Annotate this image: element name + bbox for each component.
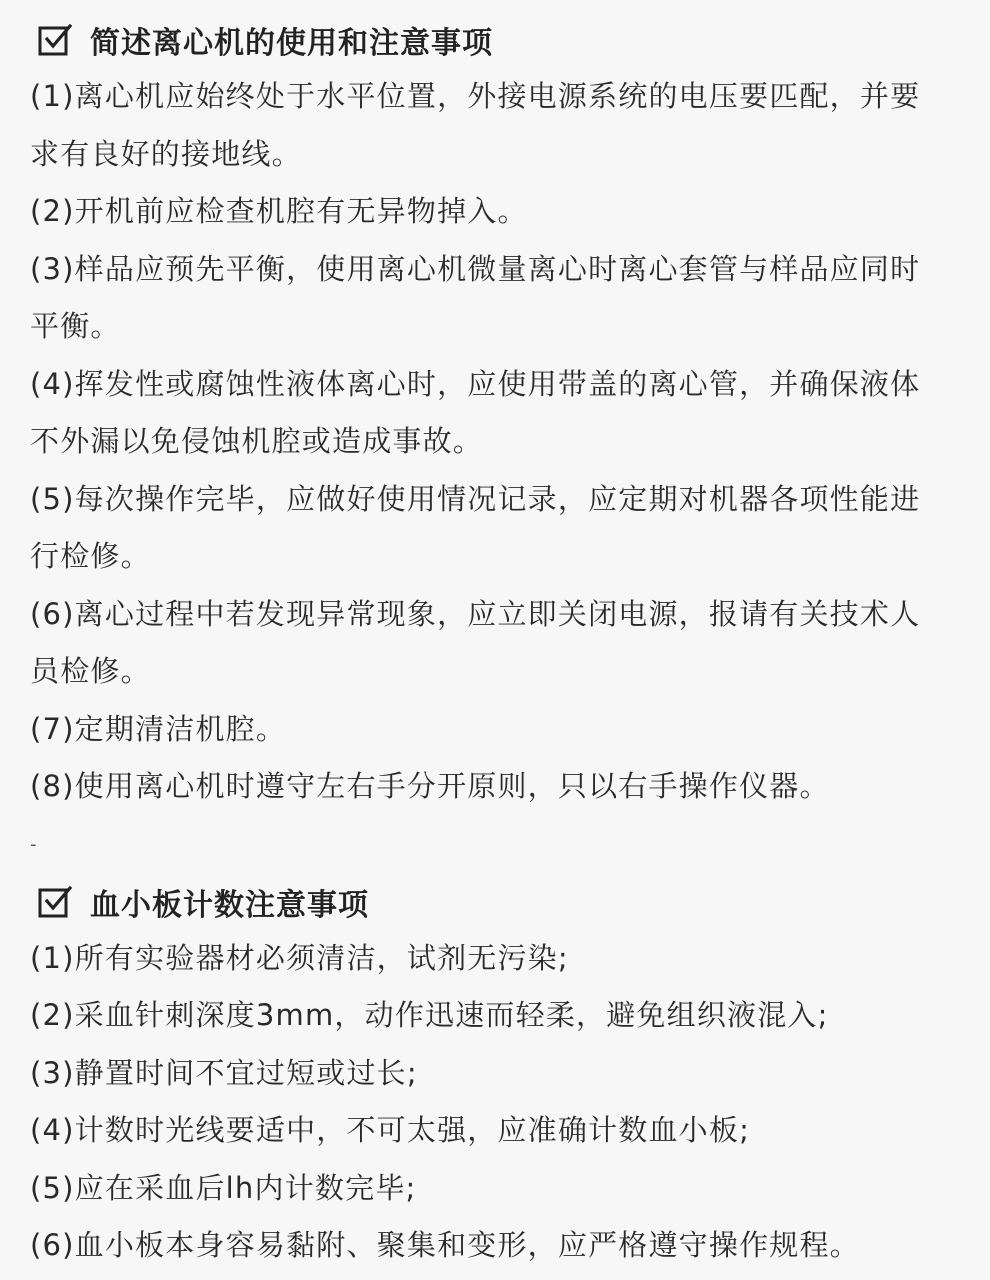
checkbox-checked-icon	[36, 882, 76, 922]
list-item: (4)计数时光线要适中，不可太强，应准确计数血小板;	[30, 1113, 751, 1147]
list-item: (3)样品应预先平衡，使用离心机微量离心时离心套管与样品应同时平衡。	[30, 251, 921, 343]
list-item: (1)离心机应始终处于水平位置，外接电源系统的电压要匹配，并要求有良好的接地线。	[30, 79, 921, 171]
section-title-text: 简述离心机的使用和注意事项	[90, 26, 493, 61]
list-item: (5)应在采血后lh内计数完毕;	[30, 1170, 417, 1205]
checkbox-checked-icon	[36, 20, 76, 60]
section-title-text: 血小板计数注意事项	[90, 887, 369, 923]
separator-dash: -	[30, 833, 37, 855]
list-item: (8)使用离心机时遵守左右手分开原则，只以右手操作仪器。	[30, 769, 830, 803]
list-item: (2)采血针刺深度3mm，动作迅速而轻柔，避免组织液混入;	[30, 998, 829, 1032]
section-heading	[30, 874, 960, 930]
section-heading	[30, 12, 960, 68]
list-item: (3)静置时间不宜过短或过长;	[30, 1055, 418, 1090]
list-item: (5)每次操作完毕，应做好使用情况记录，应定期对机器各项性能进行检修。	[30, 481, 921, 573]
list-item: (2)开机前应检查机腔有无异物掉入。	[30, 194, 528, 228]
list-item: (6)血小板本身容易黏附、聚集和变形，应严格遵守操作规程。	[30, 1228, 860, 1262]
centrifuge-section	[30, 12, 960, 816]
platelet-count-section	[30, 874, 960, 1275]
list-item: (4)挥发性或腐蚀性液体离心时，应使用带盖的离心管，并确保液体不外漏以免侵蚀机腔或造成事故。	[30, 366, 921, 458]
list-item: (7)定期清洁机腔。	[30, 711, 287, 746]
list-item: (1)所有实验器材必须清洁，试剂无污染;	[30, 940, 569, 975]
list-item: (6)离心过程中若发现异常现象，应立即关闭电源，报请有关技术人员检修。	[30, 596, 921, 688]
